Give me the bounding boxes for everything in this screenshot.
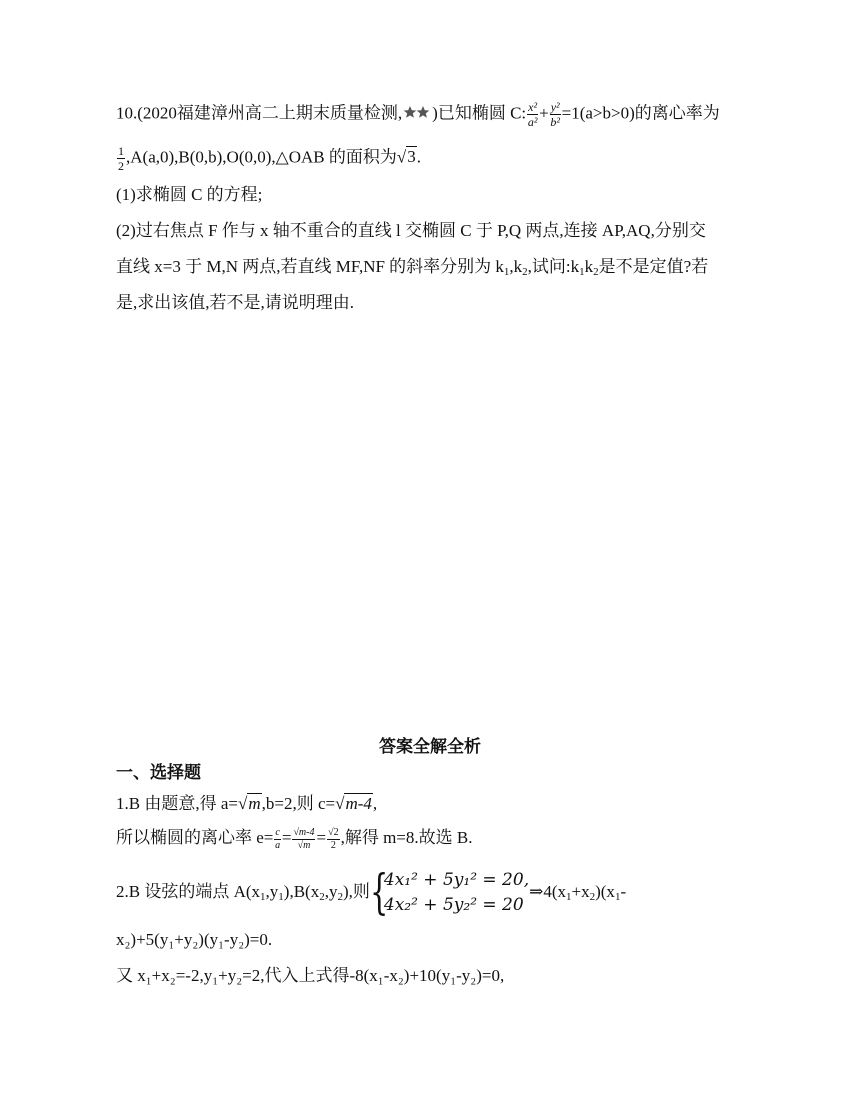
intro-text: )已知椭圆 C:: [432, 103, 527, 123]
part2-line3: 是,求出该值,若不是,请说明理由.: [116, 293, 354, 312]
answers-title: 答案全解全析: [379, 737, 481, 756]
answer-1-line2: 所以椭圆的离心率 e= $\frac{c}{a}$ = $\frac{√m-4}{√m}$ = $\frac{√2}{2}$ ,解得 m=8.故选 B.: [116, 826, 473, 851]
part1: (1)求椭圆 C 的方程;: [116, 185, 263, 204]
part2-line2: 直线 x=3 于 M,N 两点,若直线 MF,NF 的斜率分别为 $k_1,k_2$,试问$:k_1k_2$是不是定值?若: [116, 257, 709, 278]
x-fraction: $\frac{\text{x²}}{\text{a²}}$: [527, 100, 538, 129]
eccentricity-fraction: $\frac{1}{2}$: [118, 144, 124, 173]
period: .: [416, 147, 421, 167]
answer-2-line1: 2.B 设弦的端点 $A(x_1,y_1),B(x_2,y_2)$,则 { 4x₁² + 5y₁² = 20, 4x₂² + 5y₂² = 20 $\Rightarrow 4(x_1+x_2)(x_1-$: [116, 864, 627, 920]
answer-2-line2: x₂)+5(y₁+y₂)(y₁-y₂)=0.: [116, 930, 273, 949]
ellipse-rhs: =1(a>b>0): [561, 103, 635, 123]
points-text: ,A(a,0),B(0,b),O(0,0),△OAB 的面积为: [126, 147, 397, 167]
problem-10-line2: [116, 145, 421, 172]
sqrt-fraction: $\frac{√m-4}{√m}$: [293, 826, 315, 851]
equation-system: { 4x₁² + 5y₁² = 20, 4x₂² + 5y₂² = 20: [369, 864, 530, 920]
root2-over-2: $\frac{√2}{2}$: [328, 826, 339, 851]
problem-10-line1: [116, 101, 720, 128]
eccentricity-text: 的离心率为: [634, 103, 720, 123]
c-over-a: $\frac{c}{a}$: [275, 826, 281, 851]
y-fraction: $\frac{\text{y²}}{\text{b²}}$: [550, 100, 560, 129]
area-sqrt: √3: [396, 147, 416, 167]
problem-number: 10.: [116, 103, 138, 123]
answer-1-line1: 1.B 由题意,得 a=√m,b=2,则 c=√m-4,: [116, 794, 378, 813]
two-stars-icon: [402, 105, 432, 119]
part2-line1: (2)过右焦点 F 作与 x 轴不重合的直线 l 交椭圆 C 于 P,Q 两点,连接 AP,AQ,分别交: [116, 221, 706, 240]
problem-source: (2020福建漳州高二上期末质量检测,: [137, 103, 403, 123]
plus-sign: +: [539, 103, 549, 123]
answer-2-line3: 又 x₁+x₂=-2,y₁+y₂=2,代入上式得-8(x₁-x₂)+10(y₁-y₂)=0,: [116, 966, 505, 985]
section-heading: 一、选择题: [116, 763, 201, 782]
